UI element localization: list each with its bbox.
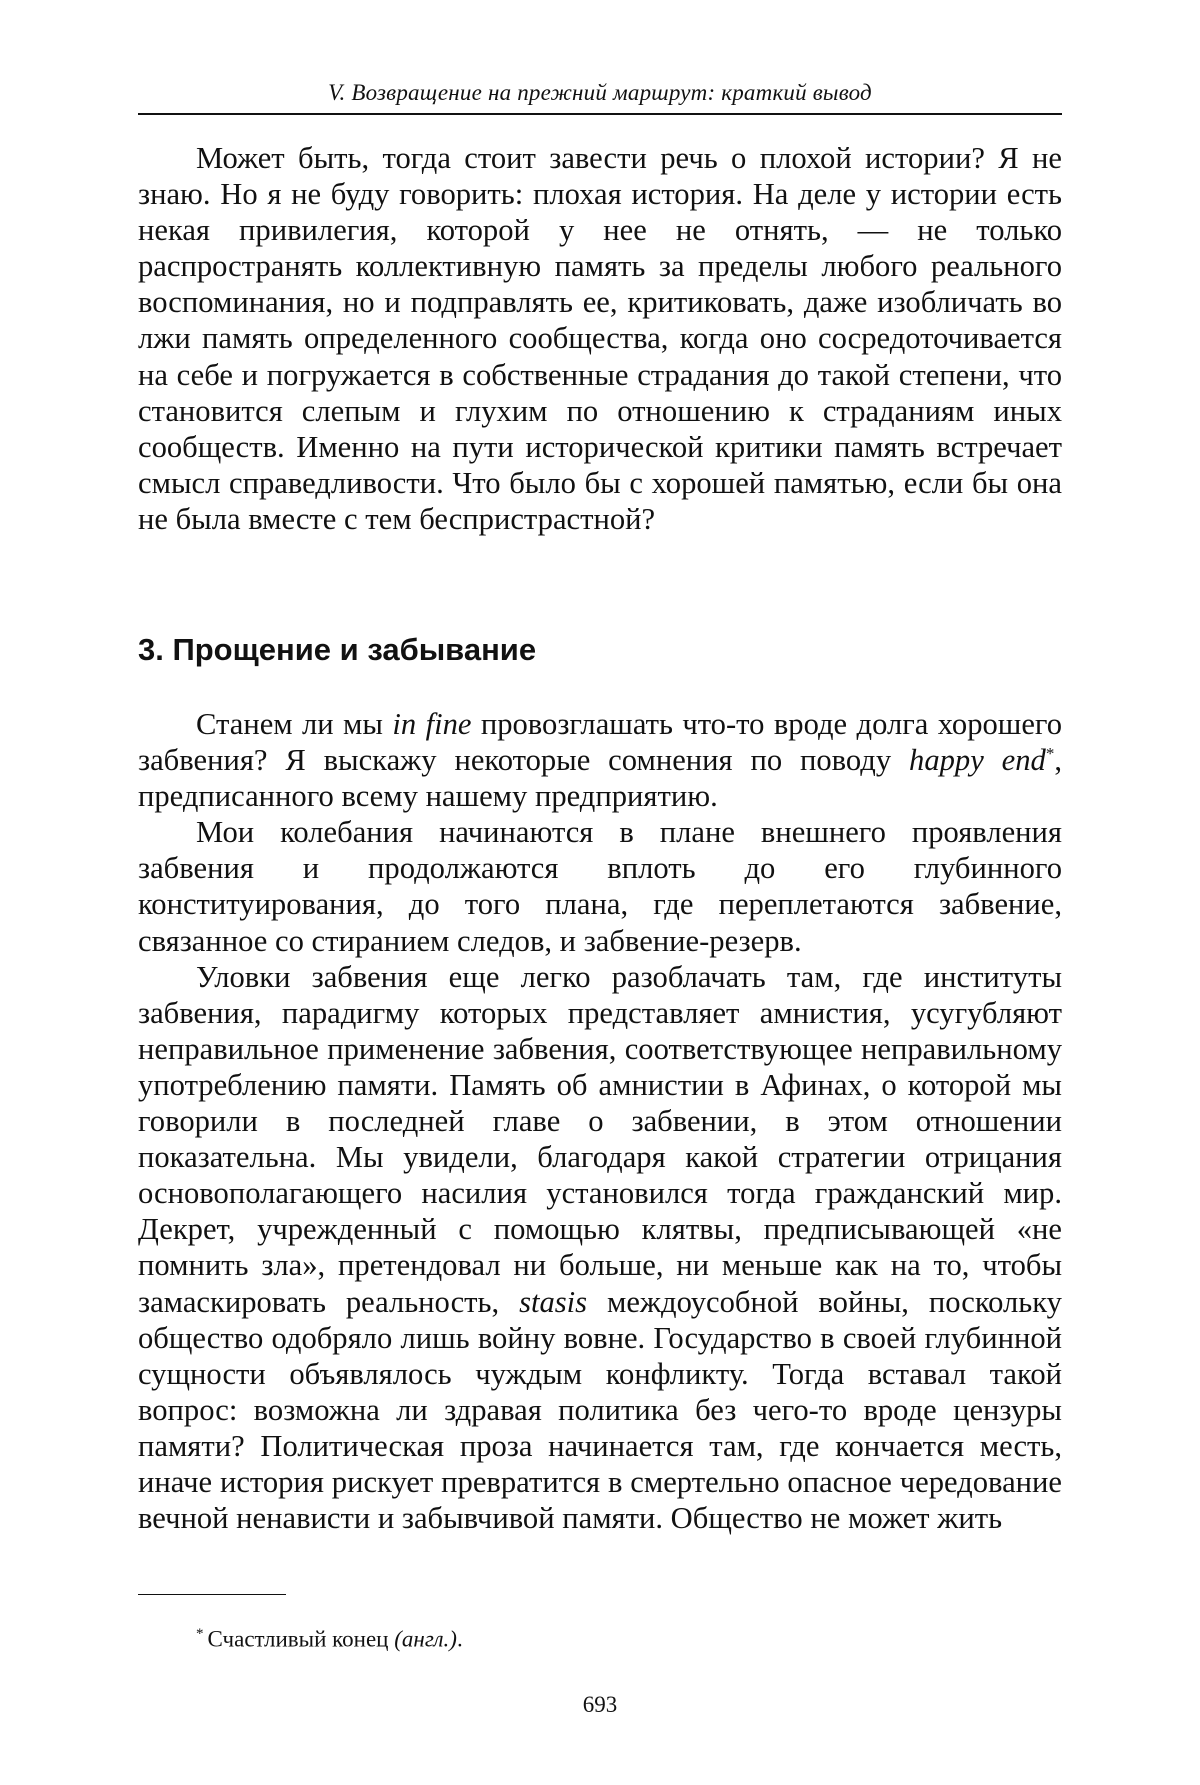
latin-phrase: in fine [392,707,472,741]
footnote-end: . [456,1626,463,1652]
english-term: happy end [909,743,1046,778]
page-number: 693 [582,1692,618,1717]
paragraph-2-middle: провозглашать что-то вроде долга хорошего забвения? Я выскажу некоторые сомнения по поводу [138,707,1063,778]
footnote-mark: * [196,1626,204,1642]
footnote-reference: * [1045,743,1055,763]
footnote [196,1619,1056,1655]
greek-term: stasis [519,1284,588,1319]
paragraph-2 [138,706,1062,814]
text-block-main [138,706,1062,1536]
footnote-rule [138,1594,286,1595]
footnote-text: Счастливый конец [207,1626,395,1652]
header-rule [138,113,1062,115]
running-head: V. Возвращение на прежний маршрут: краткий вывод [328,80,872,105]
paragraph-4 [138,959,1062,1537]
paragraph-4-start: Уловки забвения еще легко разоблачать там, где институты забвения, парадигму которых представляет амнистия, усугубляют неправильное применение забвения, соответствующее неправильному употреблению памяти. Память об амнистии в Афинах, о которой мы говорили в последней главе о забвении, в этом отношении показательна. Мы увидели, благодаря какой стратегии отрицания основополагающего насилия установился тогда гражданский мир. Декрет, учрежденный с помощью клятвы, предписывающей «не помнить зла», претендовал ни больше, ни меньше как на то, чтобы замаскировать реальность, [138,959,1062,1319]
footnote-language: (англ.) [394,1626,457,1652]
paragraph-3: Мои колебания начинаются в плане внешнего проявления забвения и продолжаются вплоть до его глубинного конституирования, до того плана, где переплетаются забвение, связанное со стиранием следов, и забвение-резерв. [138,815,1062,958]
paragraph-4-end: междоусобной войны, поскольку общество одобряло лишь войну вовне. Государство в своей глубинной сущности объявлялось чуждым конфликту. Тогда вставал такой вопрос: возможна ли здравая политика без чего-то вроде цензуры памяти? Политическая проза начинается там, где кончается месть, иначе история рискует превратится в смертельно опасное чередование вечной ненависти и забывчивой памяти. Общество не может жить [138,1284,1062,1536]
paragraph-1: Может быть, тогда стоит завести речь о плохой истории? Я не знаю. Но я не буду говорить: плохая история. На деле у истории есть некая привилегия, которой у нее не отнять, — не только распространять коллективную память за пределы любого реального воспоминания, но и подправлять ее, критиковать, даже изобличать во лжи память определенного сообщества, когда оно сосредоточивается на себе и погружается в собственные страдания до такой степени, что становится слепым и глухим по отношению к страданиям иных сообществ. Именно на пути исторической критики память встречает смысл справедливости. Что было бы с хорошей памятью, если бы она не была вместе с тем беспристрастной? [138,141,1062,536]
paragraph-2-start: Станем ли мы [196,707,393,741]
text-block-top [138,140,1062,537]
paragraph-2-end: , предписанного всему нашему предприятию. [138,743,1062,814]
section-heading: 3. Прощение и забывание [138,632,537,667]
